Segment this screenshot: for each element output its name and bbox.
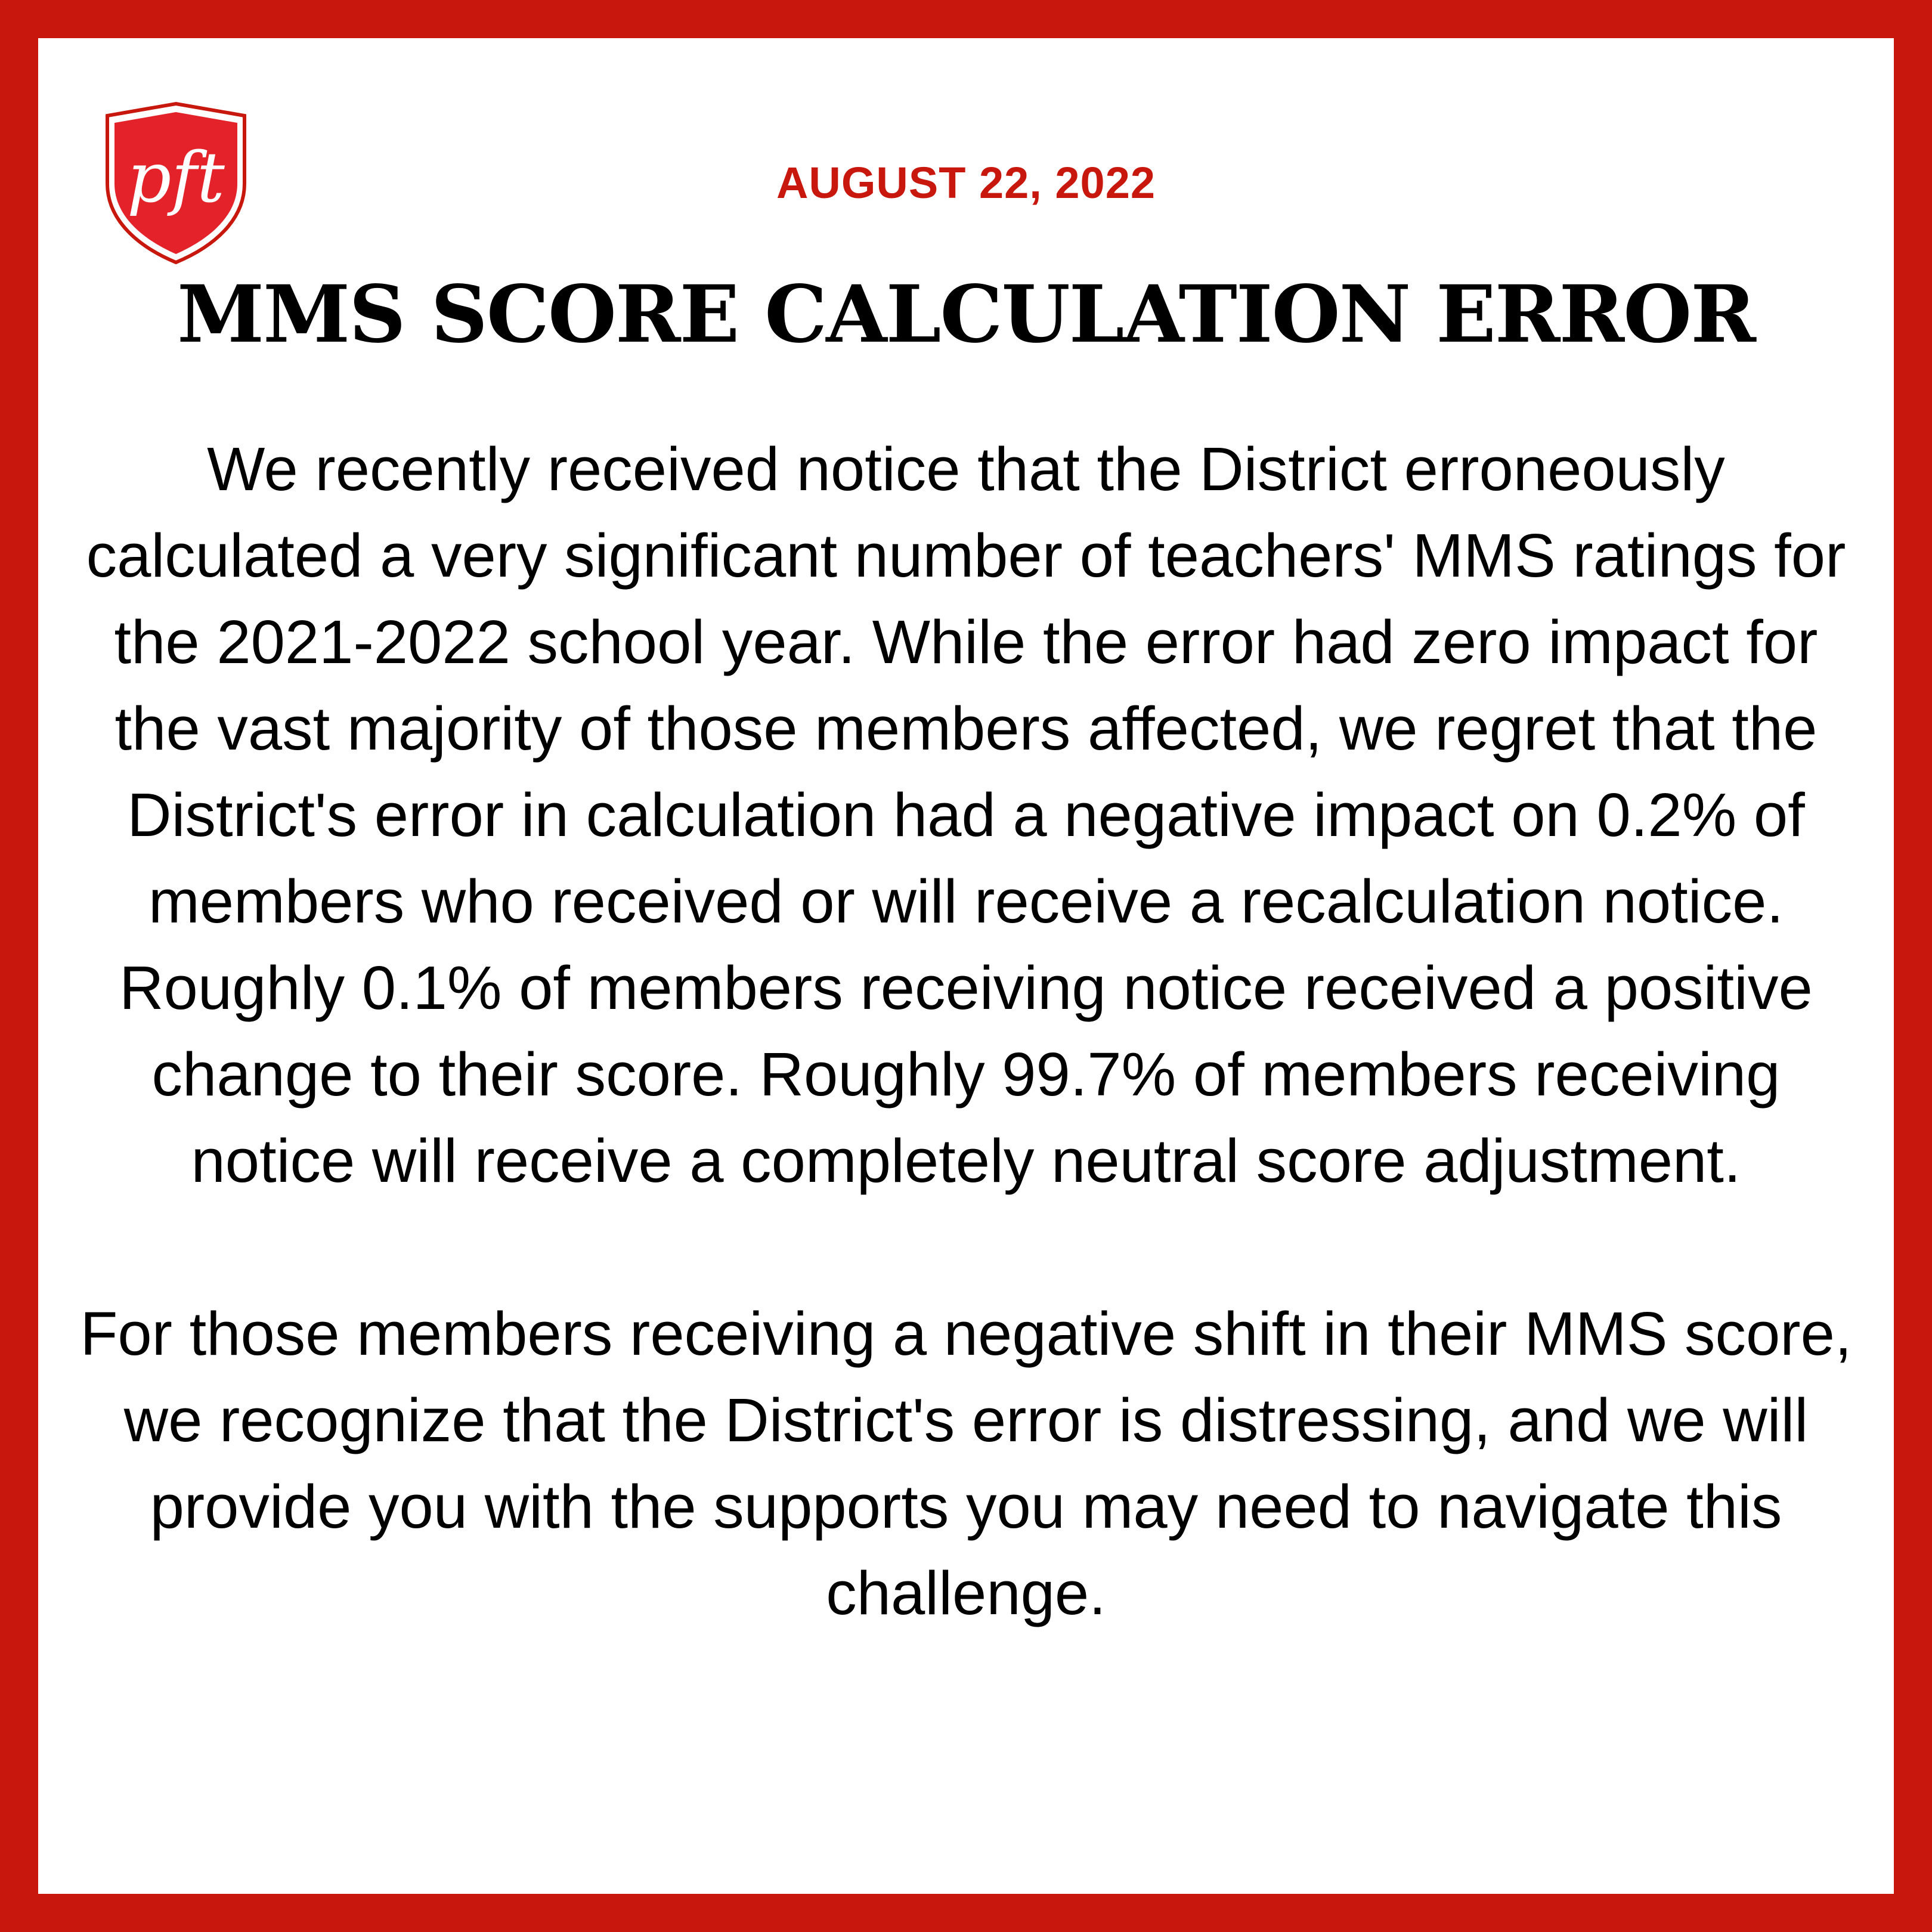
logo-text: pft	[127, 138, 225, 218]
page-title: MMS SCORE CALCULATION ERROR	[177, 268, 1755, 361]
notice-body	[80, 426, 1852, 1636]
date-label: AUGUST 22, 2022	[776, 158, 1156, 208]
paragraph-2: For those members receiving a negative shift in their MMS score, we recognize that the District's error is distressing, and we will provide you with the supports you may need to navigate this challenge.	[80, 1299, 1852, 1627]
paragraph-1: We recently received notice that the District erroneously calculated a very significant number of teachers' MMS ratings for the 2021-2022 school year. While the error had zero impact for the vast majority of those members affected, we regret that the District's error in calculation had a negative impact on 0.2% of members who received or will receive a recalculation notice. Roughly 0.1% of members receiving notice received a positive change to their score. Roughly 99.7% of members receiving notice will receive a completely neutral score adjustment.	[86, 435, 1846, 1195]
